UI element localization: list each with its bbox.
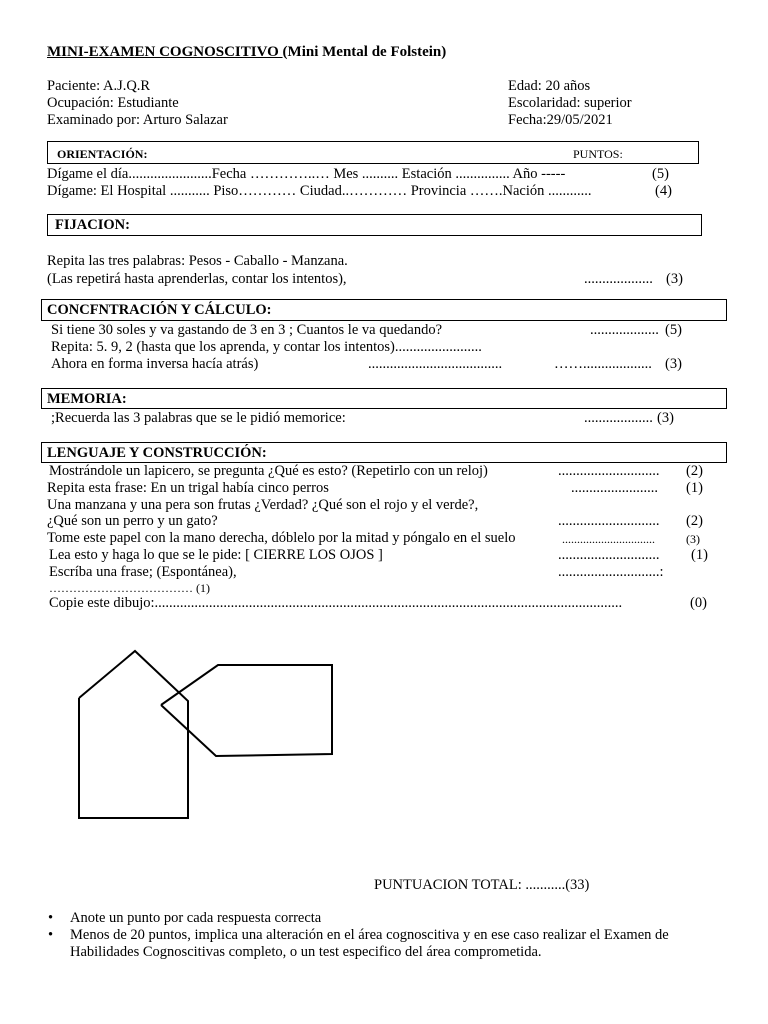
patient-education: Escolaridad: superior: [508, 95, 632, 111]
fijacion-line-2: (Las repetirá hasta aprenderlas, contar los intentos),: [47, 271, 347, 287]
lenguaje-line-1: Mostrándole un lapicero, se pregunta ¿Qué es esto? (Repetirlo con un reloj): [49, 463, 488, 479]
lenguaje-line-6-dots: ............................: [558, 547, 660, 563]
title-main: MINI-EXAMEN COGNOSCITIVO: [47, 44, 283, 60]
fijacion-line-2-dots: ...................: [584, 271, 653, 287]
fijacion-title: FIJACION:: [55, 217, 130, 233]
concentracion-line-3-score: (3): [665, 356, 682, 372]
lenguaje-line-7: Escríba una frase; (Espontánea),: [49, 564, 237, 580]
lenguaje-line-4-score: (2): [686, 513, 703, 529]
document-title: [47, 44, 446, 60]
concentracion-line-3: Ahora en forma inversa hacía atrás): [51, 356, 259, 372]
lenguaje-line-3: Una manzana y una pera son frutas ¿Verdad? ¿Qué son el rojo y el verde?,: [47, 497, 479, 513]
lenguaje-line-9-score: (0): [690, 595, 707, 611]
memoria-line-1: ;Recuerda las 3 palabras que se le pidió memorice:: [51, 410, 346, 426]
lenguaje-line-2-score: (1): [686, 480, 703, 496]
concentracion-line-3-dots: .....................................: [368, 356, 503, 372]
lenguaje-line-1-dots: ............................: [558, 463, 660, 479]
title-subtitle: (Mini Mental de Folstein): [282, 44, 447, 60]
exam-date: Fecha:29/05/2021: [508, 112, 613, 128]
pentagon-right: [161, 665, 332, 756]
orientacion-line-1: Dígame el día.......................Fecha …………..… Mes .......... Estación ............... Año -----: [47, 166, 566, 182]
lenguaje-line-7-dots: ............................:: [558, 564, 664, 580]
total-score: PUNTUACION TOTAL: ...........(33): [374, 877, 590, 893]
patient-age: Edad: 20 años: [508, 78, 591, 94]
orientacion-line-2: Dígame: El Hospital ........... Piso………… Ciudad..………… Provincia …….Nación ............: [47, 183, 592, 199]
concentracion-line-1-score: (5): [665, 322, 682, 338]
fijacion-line-2-score: (3): [666, 271, 683, 287]
patient-name: Paciente: A.J.Q.R: [47, 78, 151, 94]
pentagons-drawing: [70, 640, 370, 830]
lenguaje-line-6-score: (1): [691, 547, 708, 563]
patient-occupation: Ocupación: Estudiante: [47, 95, 179, 111]
concentracion-line-3-dots-2: ……...................: [554, 356, 652, 372]
note-item: • Anote un punto por cada respuesta correcta: [48, 910, 718, 927]
lenguaje-line-6: Lea esto y haga lo que se le pide: [ CIERRE LOS OJOS ]: [49, 547, 383, 563]
memoria-line-1-dots: ...................: [584, 410, 653, 426]
note-item: • Menos de 20 puntos, implica una alteración en el área cognoscitiva y en ese caso realizar el Examen de Habilidades Cognoscitivas completo, o un test especifico del área comprometida.: [48, 927, 718, 961]
fijacion-line-1: Repita las tres palabras: Pesos - Caballo - Manzana.: [47, 253, 348, 269]
lenguaje-title: LENGUAJE Y CONSTRUCCIÓN:: [47, 445, 267, 461]
fijacion-header-box: [47, 214, 702, 236]
concentracion-line-1: Si tiene 30 soles y va gastando de 3 en 3 ; Cuantos le va quedando?: [51, 322, 443, 338]
memoria-header-box: [41, 388, 727, 409]
concentracion-title: CONCFNTRACIÓN Y CÁLCULO:: [47, 302, 272, 318]
concentracion-line-2: Repita: 5. 9, 2 (hasta que los aprenda, y contar los intentos)........................: [51, 339, 482, 355]
lenguaje-line-1-score: (2): [686, 463, 703, 479]
orientacion-title: ORIENTACIÓN:: [57, 147, 148, 161]
lenguaje-line-2-dots: ........................: [571, 480, 658, 496]
pentagon-left: [79, 651, 188, 818]
lenguaje-line-5: Tome este papel con la mano derecha, dóblelo por la mitad y póngalo en el suelo: [47, 530, 516, 546]
lenguaje-line-9: Copie este dibujo:.................................................................................................................................: [49, 595, 623, 611]
lenguaje-line-4-dots: ............................: [558, 513, 660, 529]
lenguaje-line-8: ……………………………… (1): [49, 581, 210, 595]
lenguaje-line-2: Repita esta frase: En un trigal había cinco perros: [47, 480, 329, 496]
memoria-line-1-score: (3): [657, 410, 674, 426]
notes-list: [48, 910, 718, 961]
memoria-title: MEMORIA:: [47, 391, 127, 407]
concentracion-line-1-dots: ...................: [590, 322, 659, 338]
orientacion-line-2-score: (4): [655, 183, 672, 199]
examiner: Examinado por: Arturo Salazar: [47, 112, 228, 128]
lenguaje-line-5-score: (3): [686, 532, 700, 546]
lenguaje-line-5-dots: ...............................: [562, 532, 655, 546]
orientacion-line-1-score: (5): [652, 166, 669, 182]
lenguaje-line-4: ¿Qué son un perro y un gato?: [47, 513, 218, 529]
puntos-label: PUNTOS:: [573, 147, 623, 161]
